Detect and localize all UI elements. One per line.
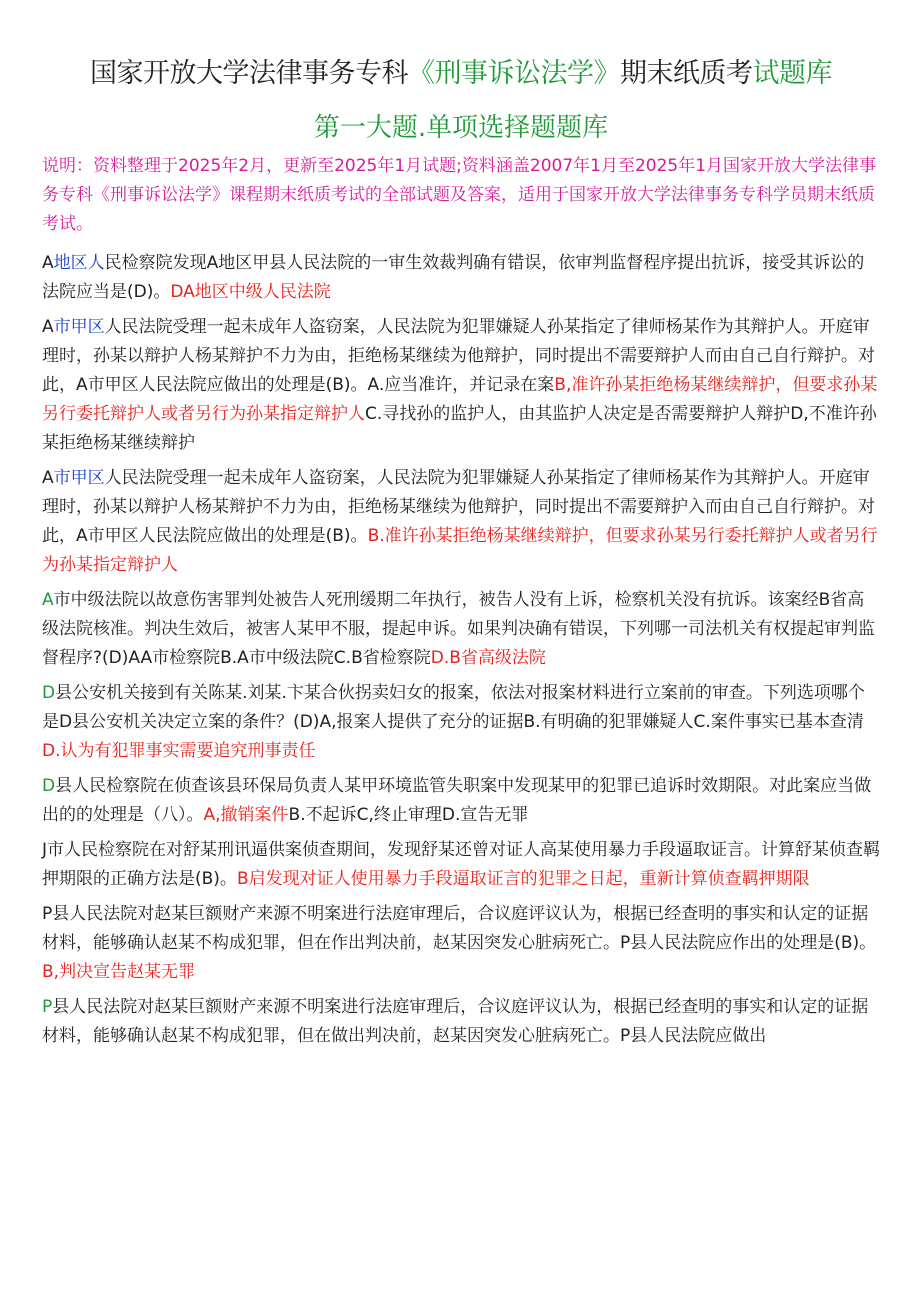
title-exam: 期末纸质考 [620, 58, 753, 89]
question-item [42, 900, 880, 987]
question-answer: A,撤销案件 [203, 805, 289, 825]
page-title [42, 0, 880, 94]
question-text: 市人民检察院在对舒某刑讯逼供案侦查期间，发现舒某还曾对证人高某使用暴力手段逼取证言。计算舒某侦查羁押期限的正确方法是(B)。 [42, 840, 881, 889]
question-item [42, 313, 880, 458]
question-item [42, 249, 880, 307]
question-answer: B,准许孙某拒绝杨某继续辩护，但要求孙某另行委托辩护人或者另行为孙某指定辩护人 [42, 375, 878, 424]
question-lead: A [42, 468, 54, 488]
question-answer: DA地区中级人民法院 [170, 282, 331, 302]
question-text: 县人民法院对赵某巨额财产来源不明案进行法庭审理后，合议庭评议认为，根据已经查明的事实和认定的证据材料，能够确认赵某不构成犯罪，但在做出判决前，赵某因突发心脏病死亡。P县人民法院应做出 [42, 997, 869, 1046]
question-item [42, 679, 880, 766]
question-lead: D [42, 683, 56, 703]
question-lead: A [42, 317, 54, 337]
question-answer: B.准许孙某拒绝杨某继续辩护，但要求孙某另行委托辩护人或者另行为孙某指定辩护人 [42, 526, 878, 575]
question-lead: J [42, 840, 48, 860]
question-answer: B启发现对证人使用暴力手段逼取证言的犯罪之日起，重新计算侦查羁押期限 [236, 869, 810, 889]
question-answer: D.B省高级法院 [430, 648, 546, 668]
question-lead: P [42, 997, 53, 1017]
question-item [42, 772, 880, 830]
title-bank: 试题库 [752, 58, 832, 89]
question-lead: D [42, 776, 56, 796]
question-highlight: 地区人 [53, 253, 105, 273]
question-text: 人民法院受理一起未成年人盗窃案，人民法院为犯罪嫌疑人孙某指定了律师杨某作为其辩护人。开庭审理时，孙某以辩护人杨某辩护不力为由，拒绝杨某继续为他辩护，同时提出不需要辩护入而由自己自行辩护。对此，A市甲区人民法院应做出的处理是(B)。 [42, 468, 875, 546]
question-text: 县人民法院对赵某巨额财产来源不明案进行法庭审理后，合议庭评议认为，根据已经查明的事实和认定的证据材料，能够确认赵某不构成犯罪，但在作出判决前，赵某因突发心脏病死亡。P县人民法院应作出的处理是(B)。 [42, 904, 877, 953]
description-note: 说明：资料整理于2025年2月，更新至2025年1月试题;资料涵盖2007年1月至2025年1月国家开放大学法律事务专科《刑事诉讼法学》课程期末纸质考试的全部试题及答案，适用于国家开放大学法律事务专科学员期末纸质考试。 [42, 156, 877, 234]
section-title: 第一大题.单项选择题题库 [313, 113, 609, 143]
question-lead: A [42, 590, 54, 610]
question-text: 县公安机关接到有关陈某.刘某.卞某合伙拐卖妇女的报案，依法对报案材料进行立案前的审查。下列选项哪个是D县公安机关决定立案的条件？(D)A,报案人提供了充分的证据B.有明确的犯罪嫌疑人C.案件事实已基本查清 [42, 683, 865, 732]
question-text: 县人民检察院在侦查该县环保局负责人某甲环境监管失职案中发现某甲的犯罪已追诉时效期限。对此案应当做出的的处理是（八）。 [42, 776, 872, 825]
question-text: 市中级法院以故意伤害罪判处被告人死刑缓期二年执行，被告人没有上诉，检察机关没有抗诉。该案经B省高级法院核准。判决生效后，被害人某甲不服，提起申诉。如果判决确有错误，下列哪一司法机关有权提起审判监督程序?(D)AA市检察院B.A市中级法院C.B省检察院 [42, 590, 875, 668]
question-lead: A [42, 253, 54, 273]
title-main: 国家开放大学法律事务专科 [90, 58, 408, 89]
question-list [42, 249, 880, 1051]
question-lead: P [42, 904, 53, 924]
question-text: 人民法院受理一起未成年人盗窃案，人民法院为犯罪嫌疑人孙某指定了律师杨某作为其辩护人。开庭审理时，孙某以辩护人杨某辩护不力为由，拒绝杨某继续为他辩护，同时提出不需要辩护人而由自己自行辩护。对此，A市甲区人民法院应做出的处理是(B)。A.应当准许，并记录在案 [42, 317, 875, 395]
question-text: 民检察院发现A地区甲县人民法院的一审生效裁判确有错误，依审判监督程序提出抗诉，接受其诉讼的法院应当是(D)。 [42, 253, 865, 302]
question-highlight: 市甲区 [53, 468, 105, 488]
question-item [42, 836, 880, 894]
title-course: 《刑事诉讼法学》 [408, 58, 620, 89]
question-options: B.不起诉C,终止审理D.宣告无罪 [288, 805, 529, 825]
question-item [42, 586, 880, 673]
question-item [42, 464, 880, 580]
question-item [42, 993, 880, 1051]
question-highlight: 市甲区 [53, 317, 105, 337]
question-answer: B,判决宣告赵某无罪 [42, 962, 196, 982]
question-answer: D.认为有犯罪事实需要追究刑事责任 [42, 741, 316, 761]
question-options: C.寻找孙的监护人，由其监护人决定是否需要辩护人辩护D,不准许孙某拒绝杨某继续辩护 [42, 404, 877, 453]
